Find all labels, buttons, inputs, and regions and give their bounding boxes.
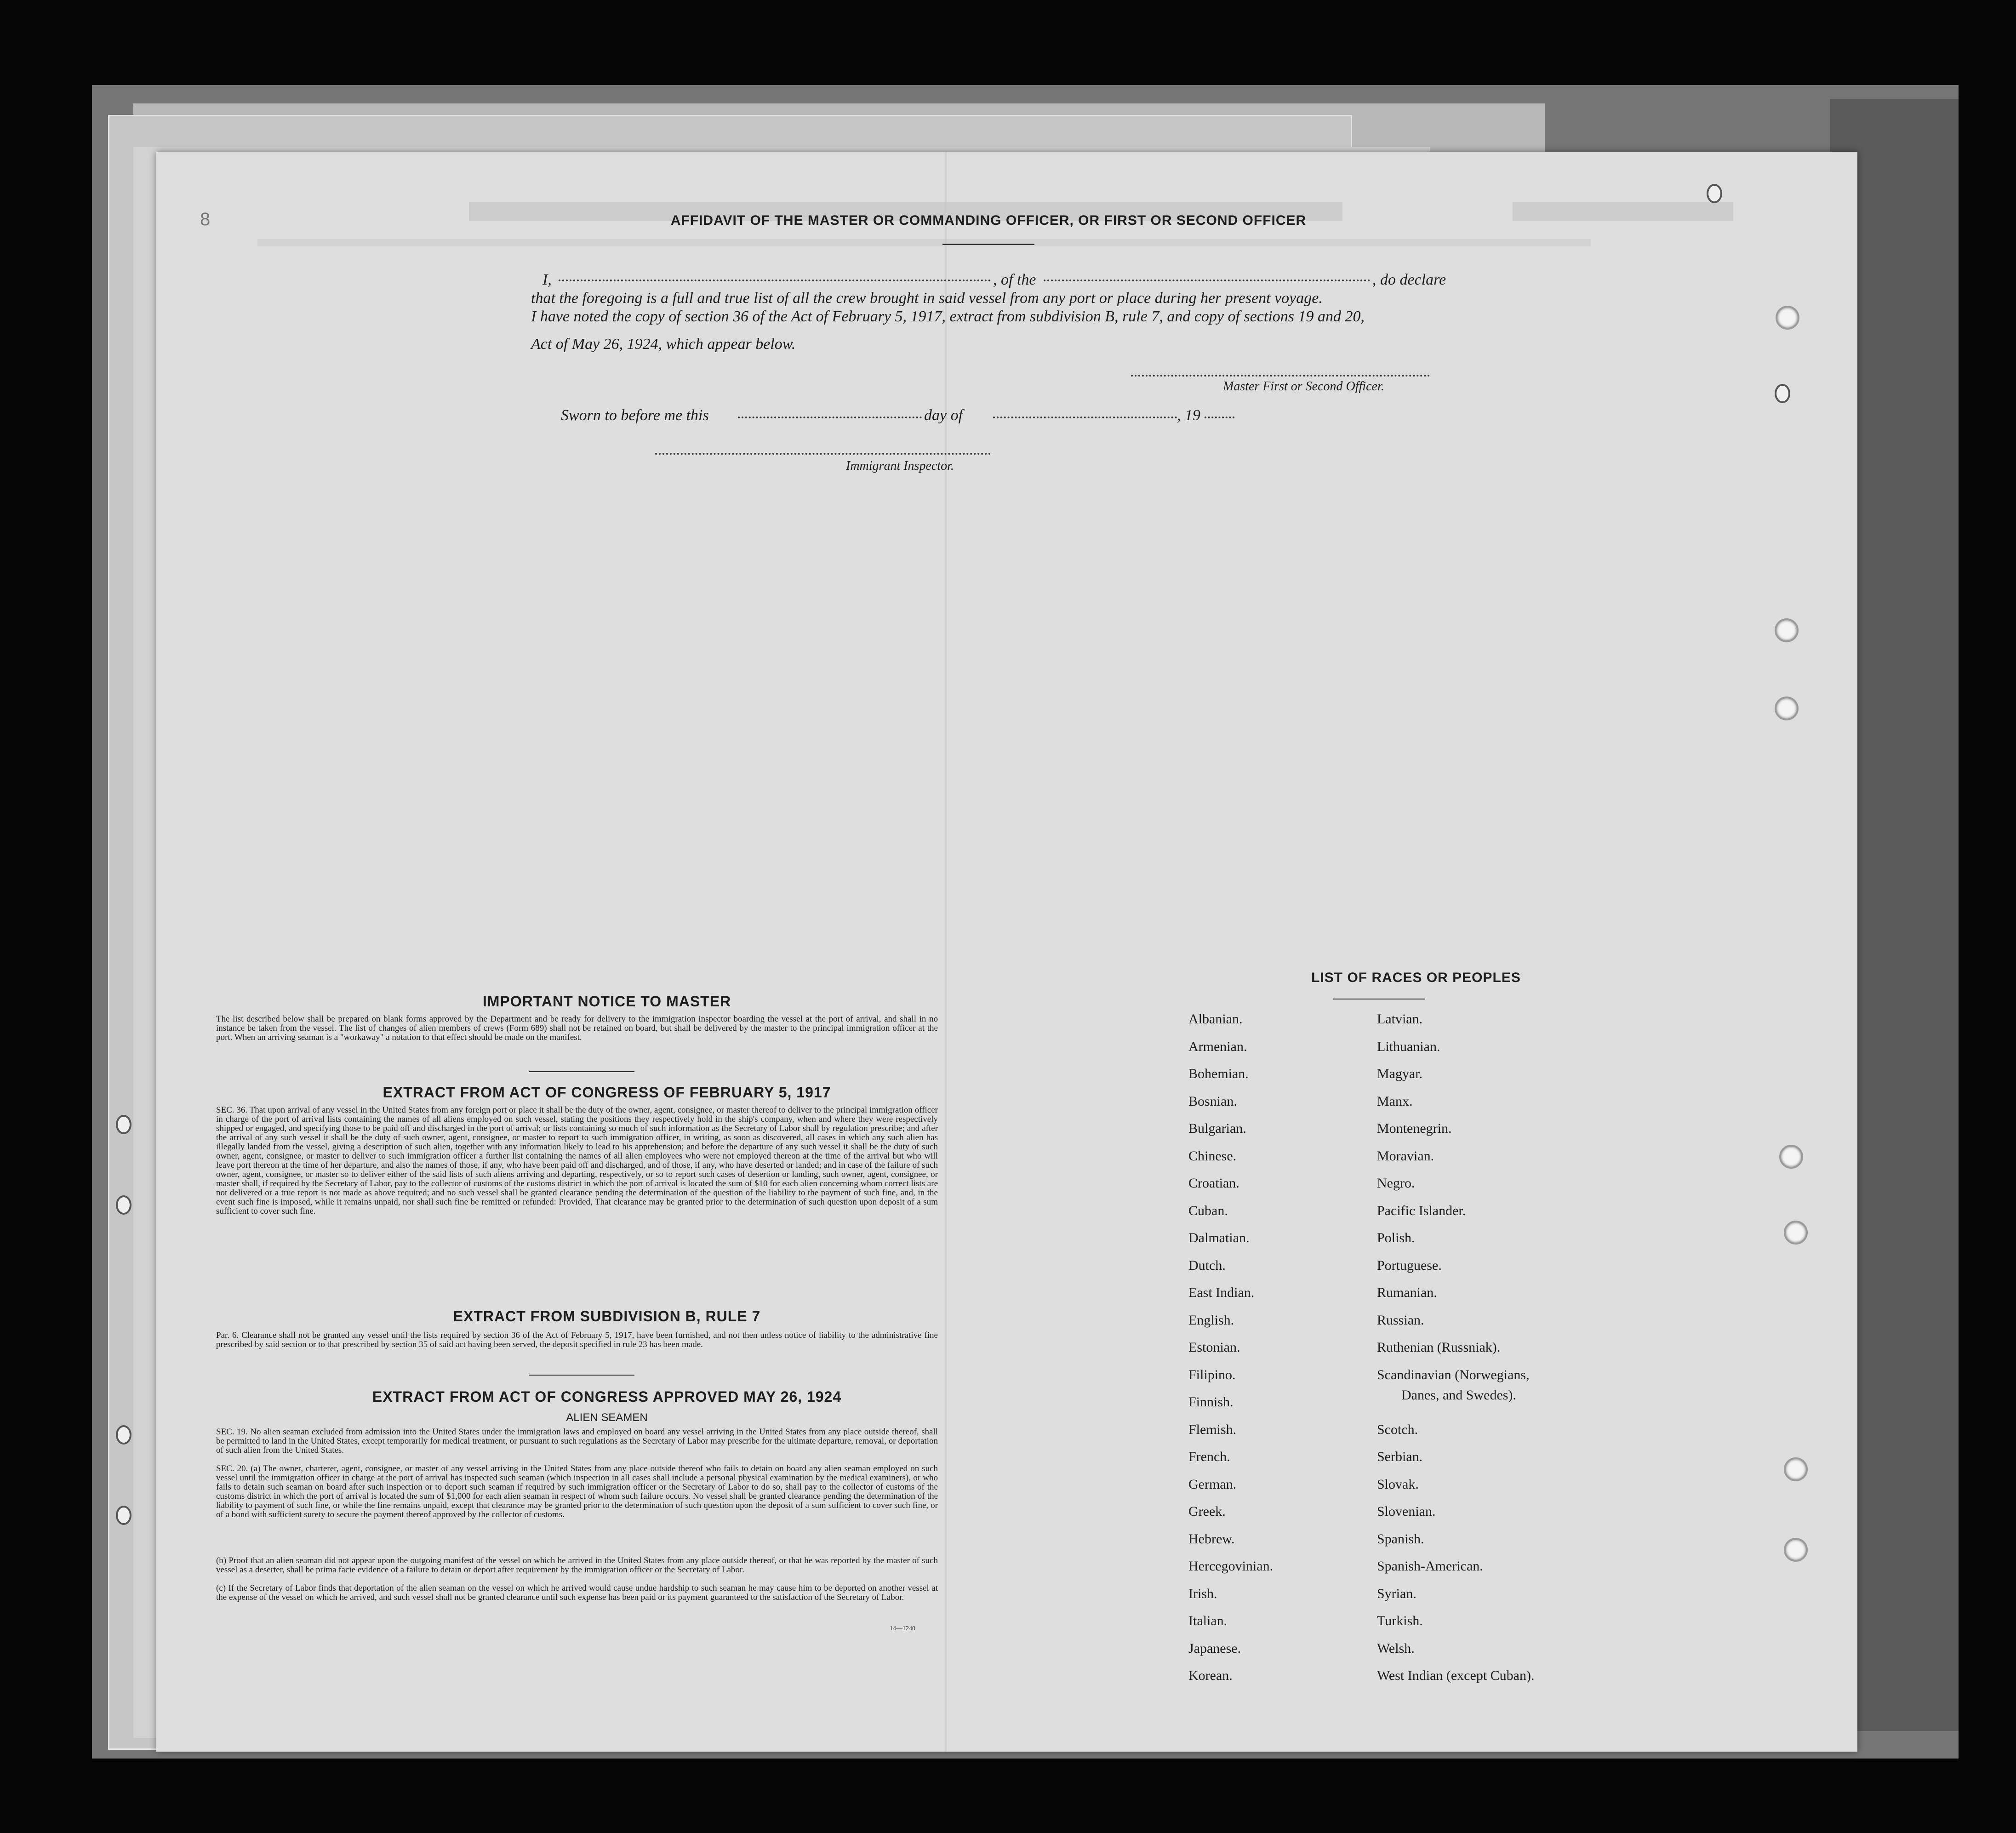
binder-ring bbox=[116, 1506, 131, 1525]
race-item: German. bbox=[1188, 1476, 1237, 1492]
sworn-month-field[interactable] bbox=[993, 417, 1177, 418]
race-item: Hebrew. bbox=[1188, 1531, 1235, 1547]
race-item: Polish. bbox=[1377, 1230, 1415, 1245]
race-item: Serbian. bbox=[1377, 1449, 1423, 1464]
declare-label: , do declare bbox=[1372, 271, 1446, 288]
section-rule bbox=[529, 1375, 634, 1376]
year-label: , 19 bbox=[1177, 407, 1200, 424]
extract-rule7-title: EXTRACT FROM SUBDIVISION B, RULE 7 bbox=[453, 1308, 761, 1325]
race-item: Manx. bbox=[1377, 1093, 1413, 1109]
vessel-label: , of the bbox=[993, 271, 1036, 288]
race-item: Italian. bbox=[1188, 1613, 1228, 1628]
sworn-day-field[interactable] bbox=[738, 417, 922, 418]
race-item: Spanish-American. bbox=[1377, 1559, 1483, 1574]
binder-hole bbox=[1784, 1538, 1808, 1562]
race-continuation: Danes, and Swedes). bbox=[1401, 1388, 1516, 1403]
race-item: Japanese. bbox=[1188, 1640, 1241, 1656]
sworn-year-field[interactable] bbox=[1205, 417, 1234, 418]
race-item: Croatian. bbox=[1188, 1176, 1239, 1191]
race-item: English. bbox=[1188, 1312, 1234, 1328]
race-item: Rumanian. bbox=[1377, 1285, 1437, 1300]
race-item: Latvian. bbox=[1377, 1011, 1423, 1027]
extract-1924-sec20a: SEC. 20. (a) The owner, charterer, agent, consignee, or master of any vessel arriving in the United States from any place outside thereof who fails to detain on board any alien seaman employed on such vessel until the immigration officer in charge at the port of arrival has inspected such seaman (which inspection in all cases shall include a personal physical examination by the medical examiners), or who fails to detain such seaman on board after such inspection or to deport such seaman if required by such immigration officer or the Secretary of Labor to do so, shall pay to the collector of customs of the customs district in which the port of arrival is located the sum of $1,000 for each alien seaman in respect of whom such failure occurs. No vessel shall be granted clearance pending the determination of the liability to payment of such fine, or while the fine remains unpaid, except that clearance may be granted prior to the determination of such question upon the deposit of a sum sufficient to cover such fine, or of a bond with sufficient surety to secure the payment thereof approved by the collector of customs. bbox=[216, 1464, 938, 1519]
binder-ring bbox=[116, 1115, 131, 1134]
binder-hole bbox=[1784, 1457, 1808, 1481]
race-item: Bulgarian. bbox=[1188, 1121, 1246, 1136]
extract-1917-title: EXTRACT FROM ACT OF CONGRESS OF FEBRUARY 5, 1917 bbox=[383, 1084, 831, 1101]
race-item: Dutch. bbox=[1188, 1257, 1226, 1273]
race-item: Finnish. bbox=[1188, 1394, 1234, 1410]
race-item: Montenegrin. bbox=[1377, 1121, 1452, 1136]
race-item: East Indian. bbox=[1188, 1285, 1255, 1300]
page-fold bbox=[945, 152, 947, 1752]
race-item: Magyar. bbox=[1377, 1066, 1423, 1081]
officer-label: Master First or Second Officer. bbox=[1223, 379, 1384, 394]
binder-hole bbox=[1775, 618, 1799, 642]
race-item: Russian. bbox=[1377, 1312, 1424, 1328]
races-title: LIST OF RACES OR PEOPLES bbox=[1311, 970, 1521, 985]
affidavit-text-line: I have noted the copy of section 36 of the Act of February 5, 1917, extract from subdivision B, rule 7, and copy of sections 19 and 20, bbox=[531, 308, 1365, 325]
binder-hole bbox=[1775, 697, 1799, 720]
race-item: West Indian (except Cuban). bbox=[1377, 1668, 1535, 1683]
inspector-signature-field[interactable] bbox=[655, 453, 991, 455]
race-item: Pacific Islander. bbox=[1377, 1203, 1466, 1218]
race-item: Turkish. bbox=[1377, 1613, 1423, 1628]
title-rule bbox=[942, 244, 1034, 245]
race-item: French. bbox=[1188, 1449, 1230, 1464]
race-item: Estonian. bbox=[1188, 1340, 1240, 1355]
vessel-name-field[interactable] bbox=[1044, 280, 1370, 281]
race-item: Cuban. bbox=[1188, 1203, 1228, 1218]
race-item: Filipino. bbox=[1188, 1367, 1236, 1382]
race-item: Hercegovinian. bbox=[1188, 1559, 1274, 1574]
extract-1917-text: SEC. 36. That upon arrival of any vessel in the United States from any foreign port or place it shall be the duty of the owner, agent, consignee, or master thereof to deliver to the principal immigration officer in charge of the port of arrival lists containing the names of all aliens employed on such vessel, stating the positions they respectively hold in the ship's company, when and where they were respectively shipped or engaged, and specifying those to be paid off and discharged in the port of arrival; or lists containing so much of such information as the Secretary of Labor shall by regulation prescribe; and after the arrival of any such vessel it shall be the duty of such owner, agent, consignee, or master to report to such immigration officer, in writing, as soon as discovered, all cases in which any such alien has illegally landed from the vessel, giving a description of such alien, together with any information likely to lead to his apprehension; and before the departure of any such vessel it shall be the duty of such owner, agent, consignee, or master to deliver to such immigration officer a further list containing the names of all alien employees who were not employed thereon at the time of the arrival but who will leave port thereon at the time of her departure, and also the names of those, if any, who have been paid off and discharged, and of those, if any, who have deserted or landed; and in case of the failure of such owner, agent, consignee, or master so to deliver either of the said lists of such aliens arriving and departing, respectively, or so to report such cases of desertion or landing, such owner, agent, consignee, or master shall, if required by the Secretary of Labor, pay to the collector of customs of the customs district in which the port of arrival is located the sum of $10 for each alien concerning whom correct lists are not delivered or a true report is not made as above required; and no such vessel shall be granted clearance pending the determination of the question of the liability to the payment of such fine, and, in the event such fine is imposed, while it remains unpaid, nor shall such fine be remitted or refunded: Provided, That clearance may be granted prior to the determination of such question upon deposit of a sum sufficient to cover such fine. bbox=[216, 1105, 938, 1216]
bleed-through bbox=[257, 239, 1591, 246]
race-item: Syrian. bbox=[1377, 1586, 1416, 1601]
extract-1924-sec19: SEC. 19. No alien seaman excluded from admission into the United States under the immigration laws and employed on board any vessel arriving in the United States from any place outside thereof, shall be permitted to land in the United States, except temporarily for medical treatment, or pursuant to such regulations as the Secretary of Labor may prescribe for the ultimate departure, removal, or deportation of such alien from the United States. bbox=[216, 1427, 938, 1455]
race-item: Slovak. bbox=[1377, 1476, 1419, 1492]
race-item: Ruthenian (Russniak). bbox=[1377, 1340, 1501, 1355]
section-rule bbox=[529, 1071, 634, 1072]
race-item: Portuguese. bbox=[1377, 1257, 1442, 1273]
race-item: Dalmatian. bbox=[1188, 1230, 1250, 1245]
binder-hole bbox=[1784, 1221, 1808, 1245]
extract-1924-subtitle: ALIEN SEAMEN bbox=[566, 1411, 648, 1424]
race-item: Slovenian. bbox=[1377, 1504, 1436, 1519]
race-item: Flemish. bbox=[1188, 1422, 1237, 1437]
race-item: Greek. bbox=[1188, 1504, 1226, 1519]
race-item: Spanish. bbox=[1377, 1531, 1424, 1547]
declarant-label: I, bbox=[543, 271, 552, 288]
affidavit-title: AFFIDAVIT OF THE MASTER OR COMMANDING OFFICER, OR FIRST OR SECOND OFFICER bbox=[670, 213, 1307, 228]
extract-rule7-text: Par. 6. Clearance shall not be granted any vessel until the lists required by section 36 of the Act of February 5, 1917, have been furnished, and not then unless notice of liability to the administrative fine prescribed by said section or to that prescribed by section 35 of said act having been served, the deposit specified in rule 23 has been made. bbox=[216, 1330, 938, 1349]
race-item: Bohemian. bbox=[1188, 1066, 1249, 1081]
inspector-label: Immigrant Inspector. bbox=[846, 459, 954, 473]
binder-ring bbox=[1775, 384, 1790, 403]
affidavit-text-line: Act of May 26, 1924, which appear below. bbox=[531, 336, 796, 353]
form-code: 14—1240 bbox=[890, 1625, 915, 1632]
extract-1924-sec20b: (b) Proof that an alien seaman did not appear upon the outgoing manifest of the vessel on which he arrived in the United States from any place outside thereof, or that he was reported by the master of such vessel as a deserter, shall be prima facie evidence of a failure to detain or deport after requirement by the immigration officer or the Secretary of Labor. bbox=[216, 1556, 938, 1575]
binder-hole bbox=[1779, 1145, 1803, 1169]
affidavit-text-line: that the foregoing is a full and true list of all the crew brought in said vessel from any port or place during her present voyage. bbox=[531, 290, 1323, 307]
binder-hole bbox=[1776, 306, 1799, 330]
race-item: Lithuanian. bbox=[1377, 1039, 1440, 1054]
race-item: Negro. bbox=[1377, 1176, 1415, 1191]
day-of-label: day of bbox=[924, 407, 963, 424]
extract-1924-title: EXTRACT FROM ACT OF CONGRESS APPROVED MAY 26, 1924 bbox=[372, 1388, 842, 1405]
page-marker: 8 bbox=[200, 209, 211, 229]
binder-ring bbox=[1707, 184, 1722, 203]
notice-title: IMPORTANT NOTICE TO MASTER bbox=[482, 993, 731, 1010]
officer-signature-field[interactable] bbox=[1131, 375, 1430, 377]
race-item: Armenian. bbox=[1188, 1039, 1247, 1054]
binder-ring bbox=[116, 1195, 131, 1215]
race-item: Welsh. bbox=[1377, 1640, 1415, 1656]
sworn-label: Sworn to before me this bbox=[561, 407, 709, 424]
race-item: Scandinavian (Norwegians, bbox=[1377, 1367, 1530, 1382]
notice-text: The list described below shall be prepared on blank forms approved by the Department and be ready for delivery to the immigration inspector boarding the vessel at the port of arrival, and shall in no instance be taken from the vessel. The list of changes of alien members of crews (Form 689) shall not be retained on board, but shall be delivered by the master to the principal immigration officer at the port. When an arriving seaman is a "workaway" a notation to that effect should be made on the manifest. bbox=[216, 1014, 938, 1042]
binder-ring bbox=[116, 1425, 131, 1445]
race-item: Scotch. bbox=[1377, 1422, 1418, 1437]
race-item: Albanian. bbox=[1188, 1011, 1243, 1027]
race-item: Chinese. bbox=[1188, 1148, 1237, 1164]
bleed-through bbox=[1513, 202, 1733, 221]
race-item: Bosnian. bbox=[1188, 1093, 1237, 1109]
declarant-name-field[interactable] bbox=[559, 280, 991, 281]
race-item: Korean. bbox=[1188, 1668, 1233, 1683]
race-item: Moravian. bbox=[1377, 1148, 1434, 1164]
race-item: Irish. bbox=[1188, 1586, 1217, 1601]
extract-1924-sec20c: (c) If the Secretary of Labor finds that deportation of the alien seaman on the vessel on which he arrived would cause undue hardship to such seaman he may cause him to be deported on another vessel at the expense of the vessel on which he arrived, and such vessel shall not be granted clearance until such expense has been paid or its payment guaranteed to the satisfaction of the Secretary of Labor. bbox=[216, 1583, 938, 1602]
